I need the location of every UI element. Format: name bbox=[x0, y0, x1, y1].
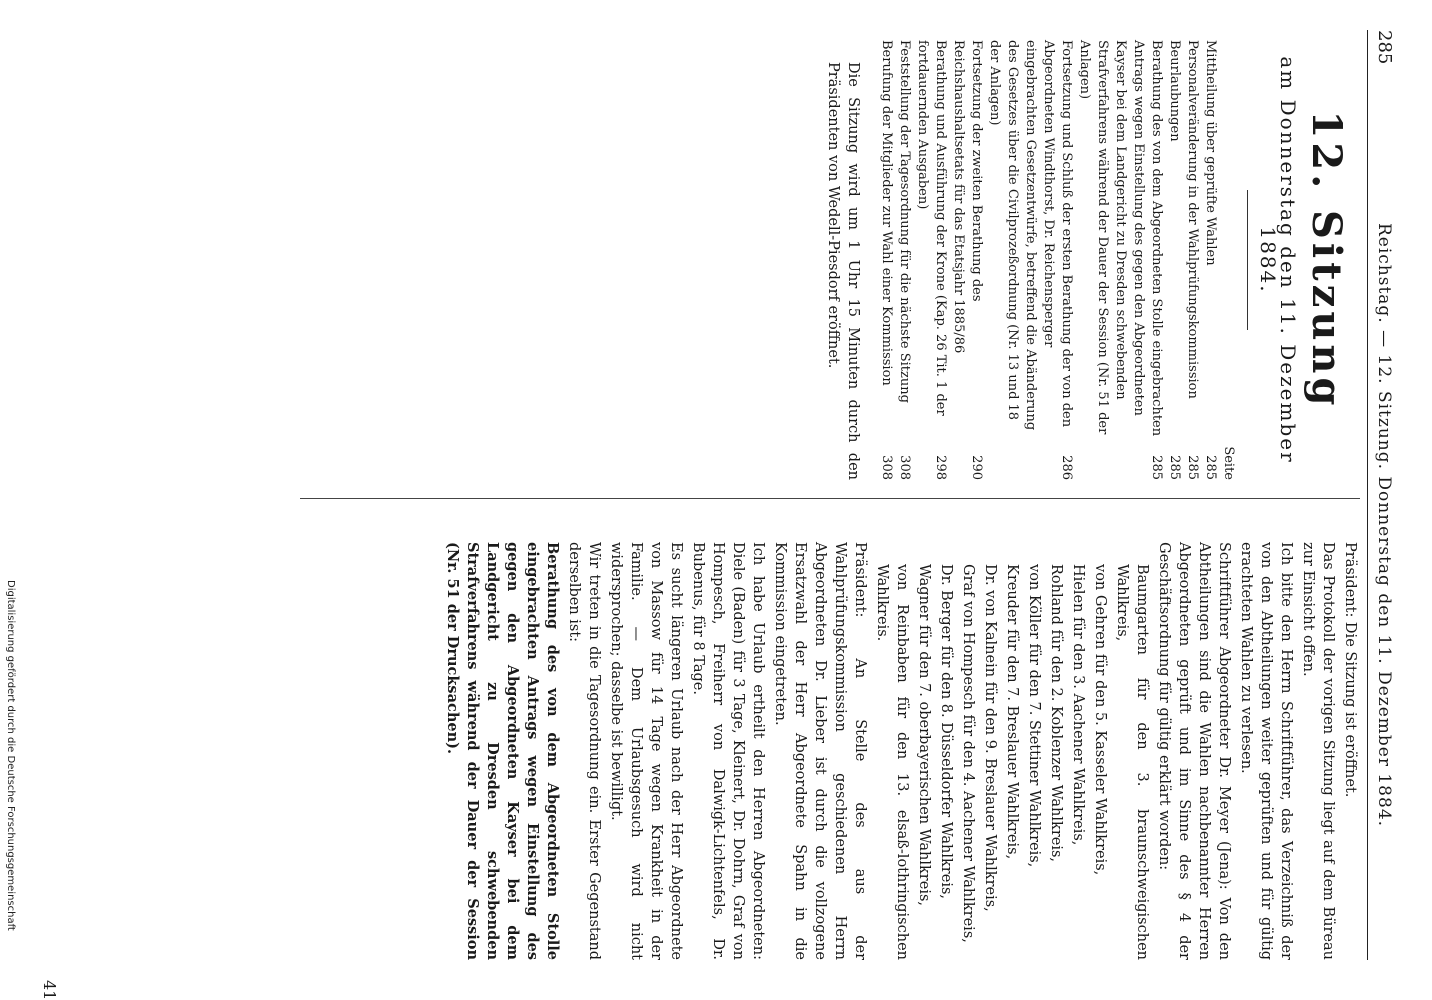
list-item: Hielen für den 3. Aachener Wahlkreis, bbox=[1070, 564, 1086, 846]
running-header bbox=[1367, 30, 1414, 960]
toc-entry-text: Feststellung der Tagesordnung für die nächste Sitzung bbox=[897, 40, 912, 403]
toc-entry-page: 285 bbox=[1203, 455, 1218, 480]
list-item: von Reinbaben für den 13. elsaß-lothringischen Wahlkreis. bbox=[874, 564, 910, 960]
paragraph: Es sucht längeren Urlaub nach der Herr Abgeordnete von Massow für 14 Tage wegen Krankheit in der Familie. — Dem Urlaubsgesuch wird nicht widersprochen; dasselbe ist bewilligt. bbox=[608, 542, 684, 960]
session-title: 12. Sitzung bbox=[1303, 110, 1350, 410]
toc-entry bbox=[985, 40, 1075, 480]
right-column bbox=[30, 520, 1360, 960]
toc-entry-page: 308 bbox=[897, 455, 912, 480]
toc-entry bbox=[949, 40, 985, 480]
toc-entry bbox=[877, 40, 895, 480]
toc-header bbox=[1219, 40, 1237, 480]
toc-entry-text: Fortsetzung und Schluß der ersten Berathung der von den Abgeordneten Windthorst, Dr. Reichensperger eingebrachten Gesetzentwürfe, betreffend die Abänderung des Gesetzes über die Civilprozeßordnung (Nr. 13 und 18 der Anlagen) bbox=[987, 40, 1074, 431]
session-date: am Donnerstag den 11. Dezember 1884. bbox=[1256, 56, 1300, 464]
toc-entry-text: Berathung des von dem Abgeordneten Stolle eingebrachten Antrags wegen Einstellung des gegen den Abgeordneten Kayser bei dem Landgericht zu Dresden schwebenden Strafverfahrens während der Dauer der Session (Nr. 51 der Anlagen) bbox=[1077, 40, 1164, 437]
list-item: Baumgarten für den 3. braunschweigischen Wahlkreis, bbox=[1114, 564, 1150, 960]
paragraph: Ich habe Urlaub ertheilt den Herren Abgeordneten: Diele (Baden) für 3 Tage, Kleinert, Dr. Dohrn, Graf von Hompesch, Freiherr von Dalwigk-Lichtenfels, Dr. Bubenus, für 8 Tage. bbox=[690, 542, 766, 960]
list-item: Rohland für den 2. Koblenzer Wahlkreis, bbox=[1048, 564, 1064, 863]
toc-entry bbox=[1201, 40, 1219, 480]
opening-statement: Die Sitzung wird um 1 Uhr 15 Minuten durch den Präsidenten von Wedell-Piesdorf eröffnet. bbox=[825, 62, 861, 480]
toc-entry-page: 298 bbox=[933, 455, 948, 480]
list-item: von Gehren für den 5. Kasseler Wahlkreis, bbox=[1092, 564, 1108, 876]
list-item: Dr. von Kalnein für den 9. Breslauer Wahlkreis, bbox=[982, 564, 998, 912]
paragraph: Das Protokoll der vorigen Sitzung liegt auf dem Büreau zur Einsicht offen. bbox=[1300, 542, 1336, 960]
toc-entry bbox=[895, 40, 913, 480]
paragraph: Präsident: An Stelle des aus der Wahlprüfungskommission geschiedenen Herrn Abgeordneten Dr. Lieber ist durch die vollzogene Ersatzwahl der Herr Abgeordnete Spahn in die Kommission eingetreten. bbox=[772, 542, 868, 960]
column-divider bbox=[300, 498, 1360, 499]
page-number: 285 bbox=[1374, 30, 1395, 65]
running-title: Reichstag. — 12. Sitzung. Donnerstag den 11. Dezember 1884. bbox=[1374, 222, 1394, 828]
toc-entry-page: 285 bbox=[1167, 455, 1182, 480]
signature-number: 41 bbox=[40, 980, 59, 1000]
toc-entry-page: 286 bbox=[1059, 455, 1074, 480]
paragraph: Schriftführer Abgeordneter Dr. Meyer (Jena): Von den Abtheilungen sind die Wahlen nachbenannter Herren Abgeordneten geprüft und im Sinne des § 4 der Geschäftsordnung für gültig erklärt worden: bbox=[1156, 542, 1232, 960]
side-stamp bbox=[2, 580, 18, 1000]
agenda-item: Berathung des von dem Abgeordneten Stolle eingebrachten Antrags wegen Einstellung des gegen den Abgeordneten Kayser bei dem Landgericht zu Dresden schwebenden Strafverfahrens während der Dauer der Session (Nr. 51 der Drucksachen). bbox=[444, 542, 561, 960]
paragraph: Ich bitte den Herrn Schriftführer, das Verzeichniß der von den Abtheilungen weiter geprüften und für gültig erachteten Wahlen zu verlesen. bbox=[1238, 542, 1294, 960]
paragraph: Wir treten in die Tagesordnung ein. Erster Gegenstand derselben ist: bbox=[566, 542, 602, 960]
toc-entry bbox=[1165, 40, 1183, 480]
toc-entry bbox=[1075, 40, 1165, 480]
stamp-text: Digitalisierung gefördert durch die Deutsche Forschungsgemeinschaft bbox=[5, 580, 16, 931]
toc-entry-text: Mittheilung über geprüfte Wahlen bbox=[1203, 40, 1218, 266]
list-item: Kreuder für den 7. Breslauer Wahlkreis, bbox=[1004, 564, 1020, 860]
toc-entry-page: 285 bbox=[1149, 455, 1164, 480]
toc-entry-page: 285 bbox=[1185, 455, 1200, 480]
election-list bbox=[872, 520, 1152, 960]
toc-entry-text: Fortsetzung der zweiten Berathung des Reichshaushaltsetats für das Etatsjahr 1885/86 bbox=[951, 40, 984, 354]
seite-label: Seite bbox=[1221, 446, 1236, 480]
paragraph: Präsident: Die Sitzung ist eröffnet. bbox=[1342, 542, 1358, 798]
toc-entry-text: Personalveränderung in der Wahlprüfungskommission bbox=[1185, 40, 1200, 399]
toc-entry-page: 308 bbox=[879, 455, 894, 480]
list-item: Wagner für den 7. oberbayerischen Wahlkreis, bbox=[916, 564, 932, 907]
toc-entry-text: Berathung und Ausführung der Krone (Kap. 26 Tit. 1 der fortdauernden Ausgaben) bbox=[915, 40, 948, 416]
left-column bbox=[30, 40, 1360, 480]
table-of-contents bbox=[877, 40, 1219, 480]
list-item: Graf von Hompesch für den 4. Aachener Wahlkreis, bbox=[960, 564, 976, 943]
toc-entry bbox=[1183, 40, 1201, 480]
title-rule bbox=[1247, 190, 1248, 330]
toc-entry-text: Beurlaubungen bbox=[1167, 40, 1182, 142]
toc-entry-text: Berufung der Mitglieder zur Wahl einer Kommission bbox=[879, 40, 894, 386]
list-item: von Köller für den 7. Stettiner Wahlkreis, bbox=[1026, 564, 1042, 868]
list-item: Dr. Berger für den 8. Düsseldorfer Wahlkreis, bbox=[938, 564, 954, 900]
toc-entry-page: 290 bbox=[969, 455, 984, 480]
toc-entry bbox=[913, 40, 949, 480]
